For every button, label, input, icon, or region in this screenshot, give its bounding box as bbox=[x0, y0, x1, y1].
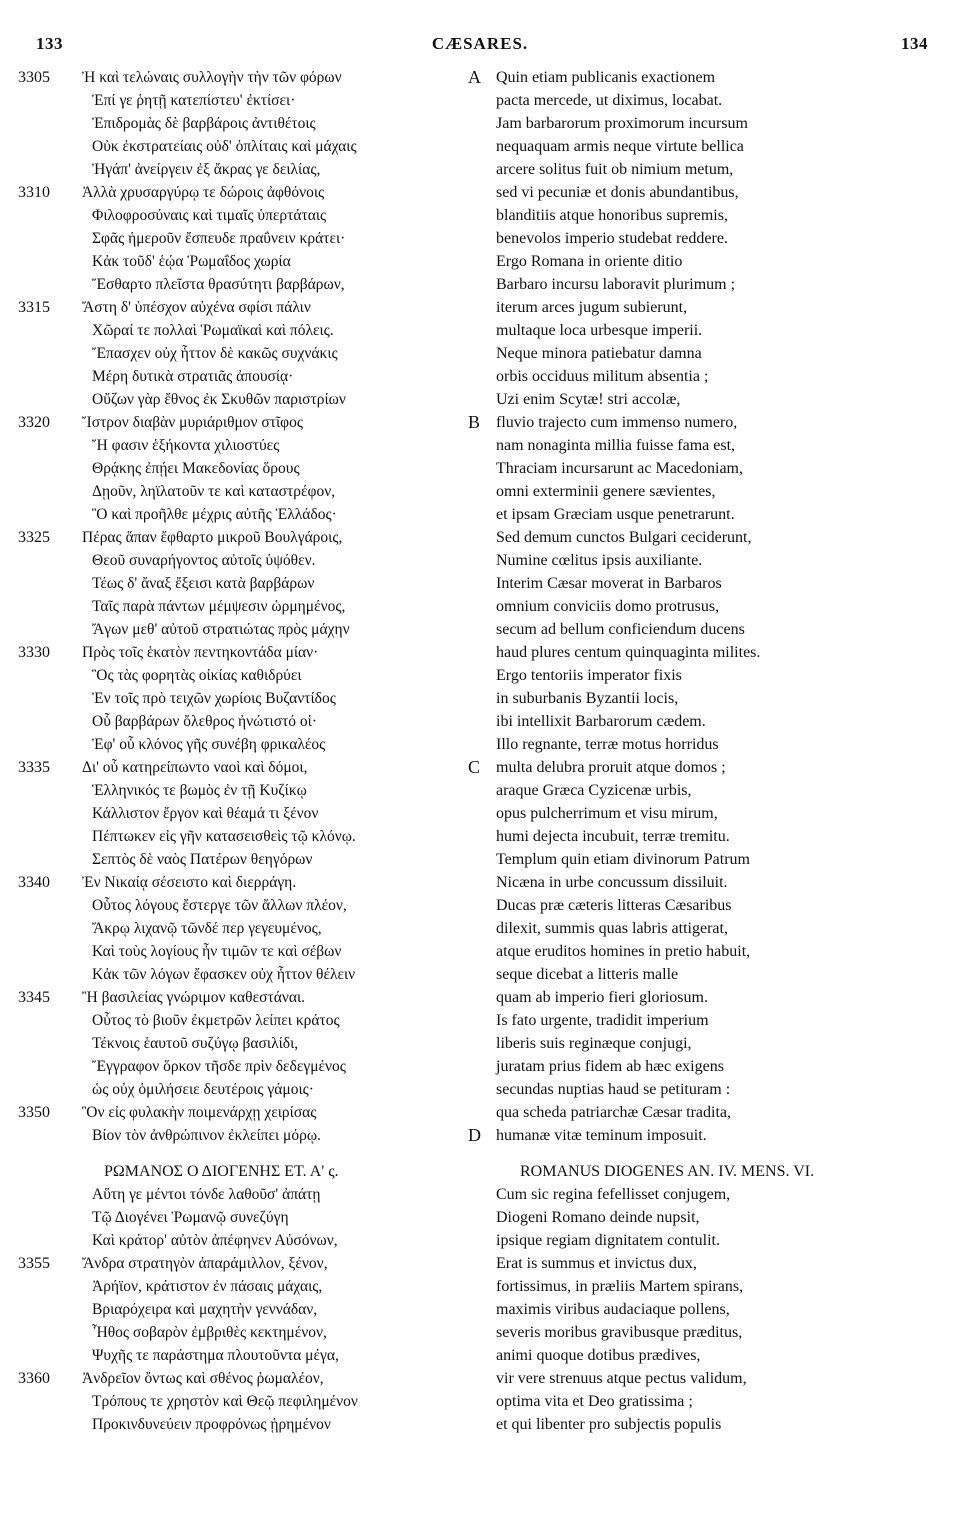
latin-verse-text: Uzi enim Scytæ! stri accolæ, bbox=[496, 391, 681, 408]
greek-verse-line bbox=[18, 917, 458, 940]
greek-verse-line bbox=[18, 204, 458, 227]
greek-verse-text: Ἄγων μεθ' αὐτοῦ στρατιώτας πρὸς μάχην bbox=[92, 621, 350, 638]
greek-verse-text: Ἔσθαρτο πλεῖστα θρασύτητι βαρβάρων, bbox=[92, 276, 345, 293]
latin-verse-text: Interim Cæsar moverat in Barbaros bbox=[496, 575, 722, 592]
greek-verse-text: Ἔγγραφον ὅρκον τῆσδε πρὶν δεδεγμένος bbox=[92, 1058, 346, 1075]
latin-verse-line bbox=[466, 802, 946, 825]
latin-verse-line bbox=[466, 112, 946, 135]
latin-verse-line bbox=[466, 1367, 946, 1390]
greek-verse-line bbox=[18, 940, 458, 963]
greek-verse-line bbox=[18, 1183, 458, 1206]
greek-verse-line bbox=[18, 802, 458, 825]
latin-verse-line bbox=[466, 1009, 946, 1032]
greek-verse-line bbox=[18, 1206, 458, 1229]
greek-verse-text: Ἠγάπ' ἀνείργειν ἐξ ἄκρας γε δειλίας, bbox=[92, 161, 321, 178]
section-marker: D bbox=[468, 1125, 481, 1145]
greek-lines-2 bbox=[18, 1183, 458, 1436]
greek-verse-text: Τέκνοις ἑαυτοῦ συζύγῳ βασιλίδι, bbox=[92, 1035, 299, 1052]
latin-verse-line bbox=[466, 848, 946, 871]
greek-verse-line bbox=[18, 296, 458, 319]
greek-verse-line bbox=[18, 1009, 458, 1032]
greek-verse-text: Δῃοῦν, ληϊλατοῦν τε καὶ καταστρέφον, bbox=[92, 483, 336, 500]
latin-verse-line bbox=[466, 779, 946, 802]
verse-number: 3325 bbox=[18, 529, 50, 546]
latin-verse-text: seque dicebat a litteris malle bbox=[496, 966, 679, 983]
latin-verse-text: Jam barbarorum proximorum incursum bbox=[496, 115, 748, 132]
latin-verse-line bbox=[466, 710, 946, 733]
latin-verse-text: omni exterminii genere sævientes, bbox=[496, 483, 716, 500]
latin-verse-text: secundas nuptias haud se petituram : bbox=[496, 1081, 731, 1098]
greek-verse-text: Ταῖς παρὰ πάντων μέμψεσιν ὡρμημένος, bbox=[92, 598, 346, 615]
section-marker: C bbox=[468, 757, 481, 777]
greek-verse-line bbox=[18, 756, 458, 779]
greek-verse-line bbox=[18, 1321, 458, 1344]
greek-verse-line bbox=[18, 66, 458, 89]
latin-verse-text: fortissimus, in præliis Martem spirans, bbox=[496, 1278, 744, 1295]
greek-verse-text: Πέρας ἅπαν ἔφθαρτο μικροῦ Βουλγάροις, bbox=[82, 529, 343, 546]
greek-verse-line bbox=[18, 1055, 458, 1078]
latin-verse-line bbox=[466, 204, 946, 227]
latin-verse-text: Neque minora patiebatur damna bbox=[496, 345, 702, 362]
latin-verse-line bbox=[466, 733, 946, 756]
greek-lines bbox=[18, 66, 458, 1147]
latin-verse-line bbox=[466, 1032, 946, 1055]
greek-verse-line bbox=[18, 572, 458, 595]
verse-number: 3350 bbox=[18, 1104, 50, 1121]
latin-verse-text: Sed demum cunctos Bulgari ceciderunt, bbox=[496, 529, 752, 546]
latin-verse-text: liberis suis reginæque conjugi, bbox=[496, 1035, 692, 1052]
latin-verse-text: Ducas præ cæteris litteras Cæsaribus bbox=[496, 897, 732, 914]
latin-verse-text: animi quoque dotibus prædives, bbox=[496, 1347, 701, 1364]
latin-verse-line bbox=[466, 1055, 946, 1078]
greek-verse-text: Προκινδυνεύειν προφρόνως ᾑρημένον bbox=[92, 1416, 331, 1433]
greek-verse-line bbox=[18, 595, 458, 618]
latin-verse-line bbox=[466, 319, 946, 342]
latin-verse-text: orbis occiduus militum absentia ; bbox=[496, 368, 709, 385]
latin-verse-line bbox=[466, 434, 946, 457]
greek-verse-line bbox=[18, 1344, 458, 1367]
latin-text-column bbox=[466, 66, 946, 1436]
greek-verse-text: Ἀνδρεῖον ὄντως καὶ σθένος ῥωμαλέον, bbox=[82, 1370, 324, 1387]
latin-verse-line bbox=[466, 641, 946, 664]
greek-verse-text: ὡς οὐχ ὁμιλήσειε δευτέροις γάμοις· bbox=[92, 1081, 314, 1098]
greek-verse-text: Κάλλιστον ἔργον καὶ θέαμά τι ξένον bbox=[92, 805, 319, 822]
latin-verse-line bbox=[466, 664, 946, 687]
latin-verse-line bbox=[466, 158, 946, 181]
latin-verse-line bbox=[466, 825, 946, 848]
greek-verse-line bbox=[18, 457, 458, 480]
greek-verse-line bbox=[18, 871, 458, 894]
latin-verse-text: humi dejecta incubuit, terræ tremitu. bbox=[496, 828, 730, 845]
greek-verse-line bbox=[18, 549, 458, 572]
greek-verse-text: Τρόπους τε χρηστὸν καὶ Θεῷ πεφιλημένον bbox=[92, 1393, 358, 1410]
verse-number: 3305 bbox=[18, 69, 50, 86]
latin-verse-text: haud plures centum quinquaginta milites. bbox=[496, 644, 761, 661]
greek-section-heading: ΡΩΜΑΝΟΣ Ο ΔΙΟΓΕΝΗΣ ΕΤ. Α' ς. bbox=[104, 1163, 339, 1180]
greek-verse-text: Ἑλληνικός τε βωμὸς ἐν τῇ Κυζίκῳ bbox=[92, 782, 307, 799]
latin-verse-text: Nicæna in urbe concussum dissiluit. bbox=[496, 874, 728, 891]
greek-verse-line bbox=[18, 411, 458, 434]
verse-number: 3320 bbox=[18, 414, 50, 431]
latin-verse-line bbox=[466, 871, 946, 894]
greek-verse-text: Οὗτος λόγους ἔστεργε τῶν ἄλλων πλέον, bbox=[92, 897, 347, 914]
latin-verse-text: opus pulcherrimum et visu mirum, bbox=[496, 805, 718, 822]
latin-verse-text: Quin etiam publicanis exactionem bbox=[496, 69, 716, 86]
latin-verse-line bbox=[466, 89, 946, 112]
greek-verse-line bbox=[18, 1275, 458, 1298]
greek-verse-line bbox=[18, 710, 458, 733]
latin-verse-line bbox=[466, 1321, 946, 1344]
greek-verse-line bbox=[18, 963, 458, 986]
latin-verse-text: Cum sic regina fefellisset conjugem, bbox=[496, 1186, 731, 1203]
greek-verse-line bbox=[18, 1367, 458, 1390]
greek-verse-text: Κἀκ τῶν λόγων ἔφασκεν οὐχ ἧττον θέλειν bbox=[92, 966, 356, 983]
greek-verse-text: Πέπτωκεν εἰς γῆν κατασεισθεὶς τῷ κλόνῳ. bbox=[92, 828, 356, 845]
latin-verse-line bbox=[466, 503, 946, 526]
latin-verse-line bbox=[466, 940, 946, 963]
greek-verse-text: Ἐν Νικαίᾳ σέσειστο καὶ διερράγη. bbox=[82, 874, 297, 891]
latin-verse-line bbox=[466, 181, 946, 204]
latin-verse-text: Erat is summus et invictus dux, bbox=[496, 1255, 697, 1272]
greek-verse-text: Ἴστρον διαβὰν μυριάριθμον στῖφος bbox=[82, 414, 304, 431]
greek-verse-text: Βίον τὸν ἀνθρώπινον ἐκλείπει μόρῳ. bbox=[92, 1127, 321, 1144]
latin-verse-line bbox=[466, 572, 946, 595]
section-marker: A bbox=[468, 67, 481, 87]
greek-verse-line bbox=[18, 89, 458, 112]
greek-verse-text: Μέρη δυτικὰ στρατιᾶς ἀπουσίᾳ· bbox=[92, 368, 294, 385]
latin-section-heading-line bbox=[466, 1160, 946, 1183]
latin-verse-text: arcere solitus fuit ob nimium metum, bbox=[496, 161, 734, 178]
latin-verse-text: Thraciam incursarunt ac Macedoniam, bbox=[496, 460, 743, 477]
greek-verse-text: Δι' οὗ κατηρείπωντο ναοὶ καὶ δόμοι, bbox=[82, 759, 308, 776]
latin-verse-text: benevolos imperio studebat reddere. bbox=[496, 230, 728, 247]
latin-verse-line bbox=[466, 388, 946, 411]
latin-verse-text: Ergo tentoriis imperator fixis bbox=[496, 667, 682, 684]
latin-verse-text: et ipsam Græciam usque penetrarunt. bbox=[496, 506, 735, 523]
latin-verse-text: humanæ vitæ teminum imposuit. bbox=[496, 1127, 707, 1144]
latin-verse-line bbox=[466, 1413, 946, 1436]
greek-verse-line bbox=[18, 365, 458, 388]
greek-verse-text: Τέως δ' ἄναξ ἔξεισι κατὰ βαρβάρων bbox=[92, 575, 315, 592]
greek-verse-line bbox=[18, 319, 458, 342]
latin-verse-text: et qui libenter pro subjectis populis bbox=[496, 1416, 722, 1433]
verse-number: 3310 bbox=[18, 184, 50, 201]
greek-verse-text: Ἐπιδρομὰς δὲ βαρβάροις ἀντιθέτοις bbox=[92, 115, 316, 132]
greek-verse-line bbox=[18, 1032, 458, 1055]
greek-verse-text: Ἄκρῳ λιχανῷ τῶνδέ περ γεγευμένος, bbox=[92, 920, 322, 937]
greek-verse-text: Ἐπί γε ῥητῇ κατεπίστευ' ἐκτίσει· bbox=[92, 92, 296, 109]
greek-verse-text: Θεοῦ συναρήγοντος αὐτοῖς ὑψόθεν. bbox=[92, 552, 316, 569]
latin-verse-line bbox=[466, 1101, 946, 1124]
latin-verse-text: nequaquam armis neque virtute bellica bbox=[496, 138, 744, 155]
greek-verse-text: Ὃν εἰς φυλακὴν ποιμενάρχῃ χειρίσας bbox=[82, 1104, 317, 1121]
greek-verse-text: Οὗ βαρβάρων ὄλεθρος ἠνώτιστό οἱ· bbox=[92, 713, 318, 730]
latin-verse-text: vir vere strenuus atque pectus validum, bbox=[496, 1370, 747, 1387]
latin-verse-text: atque eruditos homines in pretio habuit, bbox=[496, 943, 751, 960]
greek-verse-line bbox=[18, 480, 458, 503]
latin-verse-line bbox=[466, 1344, 946, 1367]
verse-number: 3355 bbox=[18, 1255, 50, 1272]
greek-verse-text: Ἦθος σοβαρὸν ἐμβριθὲς κεκτημένον, bbox=[92, 1324, 327, 1341]
greek-verse-line bbox=[18, 1078, 458, 1101]
greek-verse-line bbox=[18, 135, 458, 158]
latin-verse-line bbox=[466, 618, 946, 641]
greek-verse-text: Κἀκ τοῦδ' ἑῴα Ῥωμαΐδος χωρία bbox=[92, 253, 291, 270]
greek-verse-text: Φιλοφροσύναις καὶ τιμαῖς ὑπερτάταις bbox=[92, 207, 327, 224]
greek-verse-text: Χῶραί τε πολλαὶ Ῥωμαϊκαὶ καὶ πόλεις. bbox=[92, 322, 334, 339]
greek-verse-text: Ἀλλὰ χρυσαργύρῳ τε δώροις ἀφθόνοις bbox=[82, 184, 325, 201]
greek-verse-line bbox=[18, 434, 458, 457]
greek-verse-line bbox=[18, 1252, 458, 1275]
latin-verse-line bbox=[466, 1124, 946, 1147]
greek-verse-line bbox=[18, 986, 458, 1009]
verse-number: 3360 bbox=[18, 1370, 50, 1387]
latin-verse-line bbox=[466, 1298, 946, 1321]
greek-verse-line bbox=[18, 641, 458, 664]
latin-verse-line bbox=[466, 986, 946, 1009]
greek-text-column bbox=[18, 66, 458, 1436]
latin-verse-line bbox=[466, 1206, 946, 1229]
latin-verse-text: blanditiis atque honoribus supremis, bbox=[496, 207, 728, 224]
greek-verse-text: Οὔζων γὰρ ἔθνος ἐκ Σκυθῶν παριστρίων bbox=[92, 391, 346, 408]
latin-verse-text: omnium conviciis domo protrusus, bbox=[496, 598, 720, 615]
latin-verse-text: araque Græca Cyzicenæ urbis, bbox=[496, 782, 692, 799]
greek-verse-text: Ἢ βασιλείας γνώριμον καθεστάναι. bbox=[82, 989, 305, 1006]
greek-verse-text: Θρᾴκης ἐπῄει Μακεδονίας ὅρους bbox=[92, 460, 300, 477]
latin-verse-text: Diogeni Romano deinde nupsit, bbox=[496, 1209, 700, 1226]
latin-verse-line bbox=[466, 296, 946, 319]
latin-verse-text: Numine cœlitus ipsis auxiliante. bbox=[496, 552, 703, 569]
latin-verse-line bbox=[466, 1275, 946, 1298]
latin-verse-text: Ergo Romana in oriente ditio bbox=[496, 253, 683, 270]
latin-verse-line bbox=[466, 227, 946, 250]
greek-verse-line bbox=[18, 227, 458, 250]
greek-verse-text: Ἔπασχεν οὐχ ἧττον δὲ κακῶς συχνάκις bbox=[92, 345, 338, 362]
latin-verse-line bbox=[466, 1078, 946, 1101]
verse-number: 3340 bbox=[18, 874, 50, 891]
latin-verse-text: maximis viribus audaciaque pollens, bbox=[496, 1301, 730, 1318]
greek-verse-text: Ἀρήϊον, κράτιστον ἐν πάσαις μάχαις, bbox=[92, 1278, 323, 1295]
greek-verse-text: Οὐκ ἐκστρατείαις οὐδ' ὁπλίταις καὶ μάχαις bbox=[92, 138, 357, 155]
verse-number: 3315 bbox=[18, 299, 50, 316]
greek-verse-line bbox=[18, 1124, 458, 1147]
latin-verse-text: optima vita et Deo gratissima ; bbox=[496, 1393, 693, 1410]
latin-verse-text: pacta mercede, ut diximus, locabat. bbox=[496, 92, 723, 109]
greek-verse-line bbox=[18, 733, 458, 756]
greek-verse-line bbox=[18, 825, 458, 848]
latin-verse-text: Barbaro incursu laboravit plurimum ; bbox=[496, 276, 736, 293]
latin-verse-line bbox=[466, 549, 946, 572]
greek-verse-text: Οὗτος τὸ βιοῦν ἐκμετρῶν λείπει κράτος bbox=[92, 1012, 340, 1029]
greek-verse-text: Καὶ τοὺς λογίους ἦν τιμῶν τε καὶ σέβων bbox=[92, 943, 342, 960]
latin-verse-line bbox=[466, 756, 946, 779]
latin-verse-line bbox=[466, 411, 946, 434]
latin-verse-text: severis moribus gravibusque præditus, bbox=[496, 1324, 743, 1341]
latin-verse-line bbox=[466, 66, 946, 89]
latin-verse-line bbox=[466, 342, 946, 365]
latin-verse-line bbox=[466, 273, 946, 296]
greek-verse-line bbox=[18, 158, 458, 181]
greek-verse-line bbox=[18, 273, 458, 296]
greek-verse-line bbox=[18, 779, 458, 802]
latin-lines bbox=[466, 66, 946, 1147]
greek-verse-line bbox=[18, 503, 458, 526]
greek-verse-line bbox=[18, 250, 458, 273]
latin-verse-line bbox=[466, 250, 946, 273]
greek-verse-text: Ψυχῆς τε παράστημα πλουτοῦντα μέγα, bbox=[92, 1347, 339, 1364]
latin-lines-2 bbox=[466, 1183, 946, 1436]
greek-verse-text: Ἤ φασιν ἑξήκοντα χιλιοστύες bbox=[92, 437, 280, 454]
greek-verse-line bbox=[18, 687, 458, 710]
latin-verse-line bbox=[466, 1252, 946, 1275]
greek-verse-line bbox=[18, 388, 458, 411]
greek-verse-line bbox=[18, 848, 458, 871]
latin-verse-line bbox=[466, 894, 946, 917]
latin-verse-line bbox=[466, 457, 946, 480]
latin-verse-text: multaque loca urbesque imperii. bbox=[496, 322, 703, 339]
latin-verse-text: ibi intellixit Barbarorum cædem. bbox=[496, 713, 706, 730]
latin-verse-line bbox=[466, 365, 946, 388]
latin-verse-text: ipsique regiam dignitatem contulit. bbox=[496, 1232, 720, 1249]
greek-verse-text: Βριαρόχειρα καὶ μαχητὴν γεννάδαν, bbox=[92, 1301, 318, 1318]
latin-verse-line bbox=[466, 526, 946, 549]
greek-verse-text: Ἐφ' οὗ κλόνος γῆς συνέβη φρικαλέος bbox=[92, 736, 326, 753]
running-title: CÆSARES. bbox=[431, 34, 529, 53]
greek-verse-line bbox=[18, 894, 458, 917]
latin-verse-text: iterum arces jugum subierunt, bbox=[496, 299, 688, 316]
greek-verse-line bbox=[18, 1101, 458, 1124]
greek-verse-text: Ἠ καὶ τελώναις συλλογὴν τὴν τῶν φόρων bbox=[82, 69, 342, 86]
greek-verse-line bbox=[18, 664, 458, 687]
greek-section-heading-line bbox=[18, 1160, 458, 1183]
latin-verse-text: Templum quin etiam divinorum Patrum bbox=[496, 851, 750, 868]
latin-verse-text: nam nonaginta millia fuisse fama est, bbox=[496, 437, 736, 454]
latin-verse-text: sed vi pecuniæ et donis abundantibus, bbox=[496, 184, 739, 201]
greek-verse-text: Ἄστη δ' ὑπέσχον αὐχένα σφίσι πάλιν bbox=[82, 299, 311, 316]
greek-verse-text: Σεπτὸς δὲ ναὸς Πατέρων θεηγόρων bbox=[92, 851, 313, 868]
greek-verse-line bbox=[18, 1229, 458, 1252]
greek-verse-line bbox=[18, 112, 458, 135]
latin-verse-line bbox=[466, 595, 946, 618]
latin-verse-text: dilexit, summis quas labris attigerat, bbox=[496, 920, 728, 937]
section-marker: B bbox=[468, 412, 481, 432]
latin-verse-text: secum ad bellum conficiendum ducens bbox=[496, 621, 745, 638]
latin-verse-line bbox=[466, 917, 946, 940]
greek-verse-line bbox=[18, 1413, 458, 1436]
latin-verse-text: multa delubra proruit atque domos ; bbox=[496, 759, 726, 776]
latin-verse-text: Is fato urgente, tradidit imperium bbox=[496, 1012, 709, 1029]
greek-verse-line bbox=[18, 1390, 458, 1413]
latin-verse-text: fluvio trajecto cum immenso numero, bbox=[496, 414, 738, 431]
greek-verse-text: Πρὸς τοῖς ἑκατὸν πεντηκοντάδα μίαν· bbox=[82, 644, 319, 661]
section-spacer bbox=[18, 1147, 458, 1160]
section-spacer bbox=[466, 1147, 946, 1160]
greek-verse-text: Ὃ καὶ προῆλθε μέχρις αὐτῆς Ἑλλάδος· bbox=[92, 506, 337, 523]
verse-number: 3335 bbox=[18, 759, 50, 776]
greek-verse-line bbox=[18, 342, 458, 365]
latin-verse-line bbox=[466, 1183, 946, 1206]
latin-verse-line bbox=[466, 1390, 946, 1413]
greek-verse-text: Ἄνδρα στρατηγὸν ἀπαράμιλλον, ξένον, bbox=[82, 1255, 328, 1272]
greek-verse-text: Σφᾶς ἡμεροῦν ἔσπευδε πραΰνειν κράτει· bbox=[92, 230, 346, 247]
latin-verse-text: quam ab imperio fieri gloriosum. bbox=[496, 989, 708, 1006]
greek-verse-line bbox=[18, 618, 458, 641]
latin-verse-line bbox=[466, 963, 946, 986]
latin-verse-text: in suburbanis Byzantii locis, bbox=[496, 690, 679, 707]
page-number-left: 133 bbox=[36, 34, 63, 53]
greek-verse-line bbox=[18, 181, 458, 204]
verse-number: 3345 bbox=[18, 989, 50, 1006]
latin-verse-line bbox=[466, 135, 946, 158]
latin-section-heading: ROMANUS DIOGENES AN. IV. MENS. VI. bbox=[520, 1163, 815, 1180]
verse-number: 3330 bbox=[18, 644, 50, 661]
latin-verse-line bbox=[466, 687, 946, 710]
greek-verse-text: Αὕτη γε μέντοι τόνδε λαθοῦσ' ἀπάτῃ bbox=[92, 1186, 321, 1203]
greek-verse-text: Ἐν τοῖς πρὸ τειχῶν χωρίοις Βυζαντίδος bbox=[92, 690, 336, 707]
latin-verse-text: qua scheda patriarchæ Cæsar tradita, bbox=[496, 1104, 732, 1121]
greek-verse-text: Καὶ κράτορ' αὐτὸν ἀπέφηνεν Αὐσόνων, bbox=[92, 1232, 338, 1249]
latin-verse-line bbox=[466, 480, 946, 503]
page-number-right: 134 bbox=[901, 34, 928, 53]
latin-verse-line bbox=[466, 1229, 946, 1252]
greek-verse-line bbox=[18, 526, 458, 549]
greek-verse-text: Ὃς τὰς φορητὰς οἰκίας καθιδρύει bbox=[92, 667, 302, 684]
latin-verse-text: juratam prius fidem ab hæc exigens bbox=[496, 1058, 724, 1075]
greek-verse-text: Τῷ Διογένει Ῥωμανῷ συνεζύγη bbox=[92, 1209, 289, 1226]
latin-verse-text: Illo regnante, terræ motus horridus bbox=[496, 736, 719, 753]
greek-verse-line bbox=[18, 1298, 458, 1321]
